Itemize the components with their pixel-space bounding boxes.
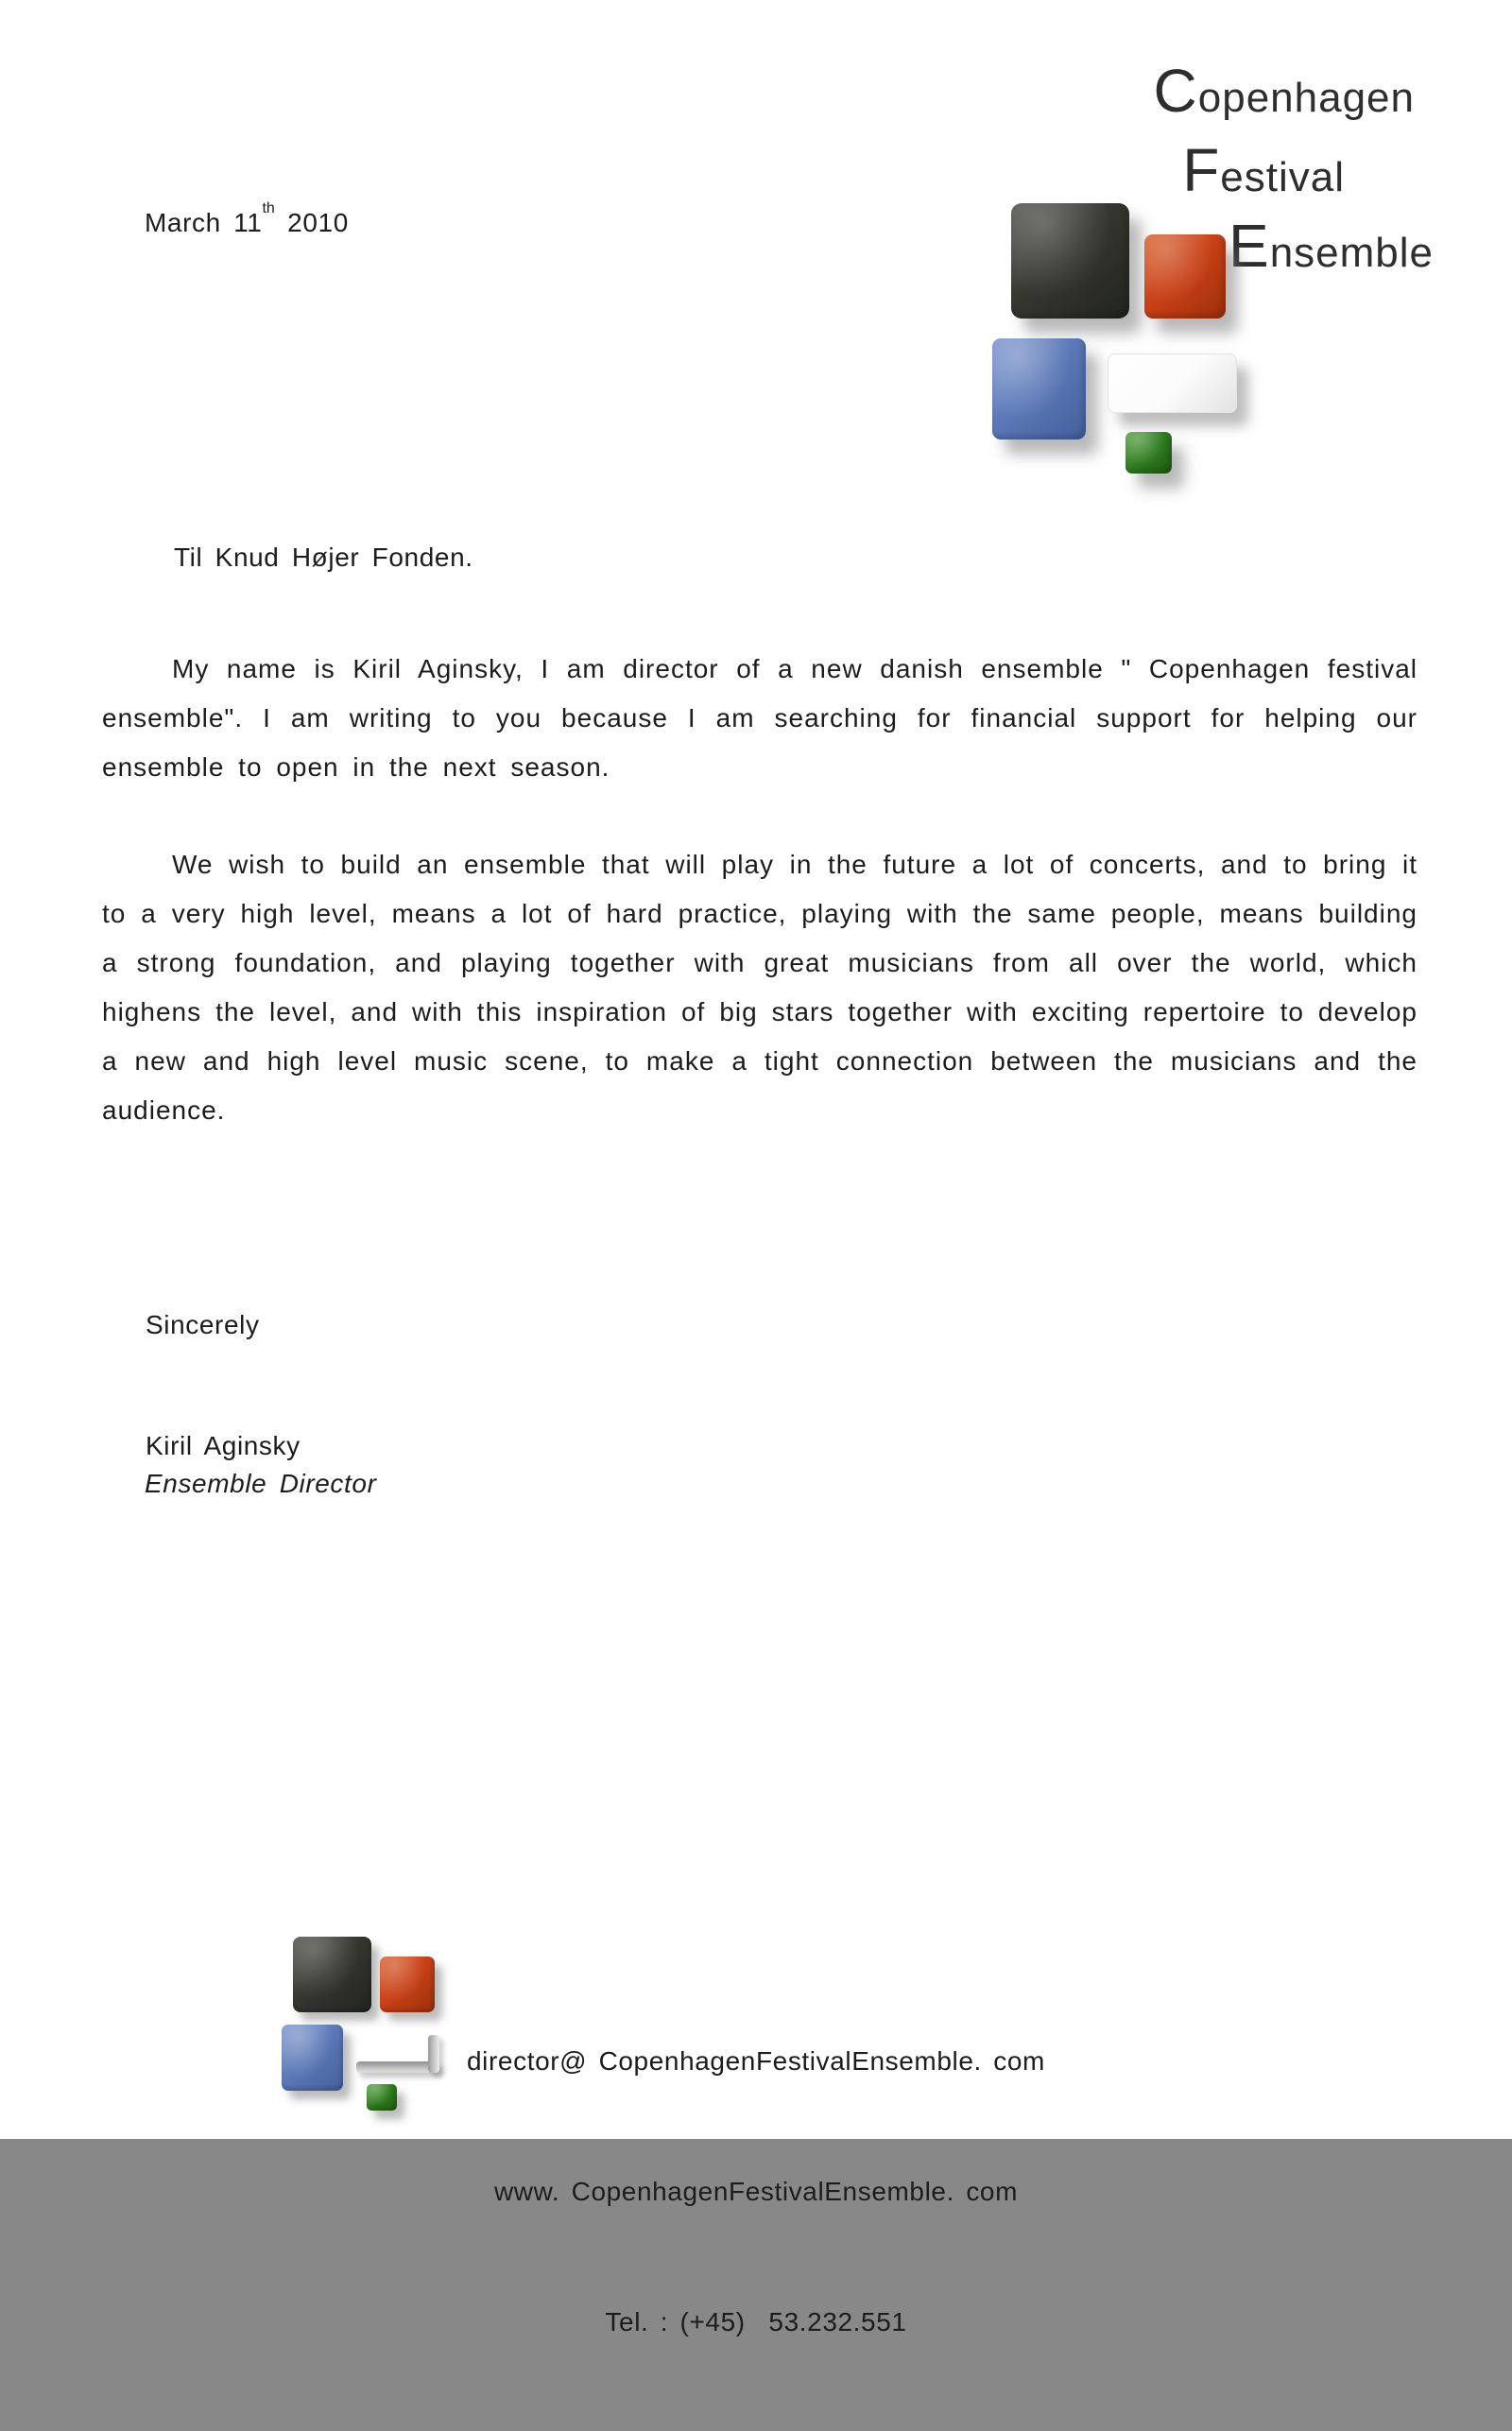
body-paragraph-2: We wish to build an ensemble that will play in the future a lot of concerts, and to bring it to a very high level, means a lot of hard practice, playing with the same people, means building a strong foundation, and playing together with great musicians from all over the world, which highens the level, and with this inspiration of big stars together with exciting repertoire to develop a new and high level music scene, to make a tight connection between the musicians and the audience. xyxy=(102,850,1418,1125)
brand-initial-e: E xyxy=(1228,212,1270,280)
date-ordinal-superscript: th xyxy=(262,199,275,216)
date-prefix: March 11 xyxy=(145,208,263,237)
brand-initial-c: C xyxy=(1153,57,1198,125)
brand-word-ensemble xyxy=(1228,212,1434,280)
body-paragraph-1: My name is Kiril Aginsky, I am director of a new danish ensemble " Copenhagen festival ensemble". I am writing to you because I am searching for financial support for helping our ensemble to open in the next season. xyxy=(102,654,1418,782)
brand-rest-ensemble: nsemble xyxy=(1269,230,1434,276)
letter-date xyxy=(145,199,349,238)
brand-word-copenhagen xyxy=(1153,57,1415,125)
footer-phone: Tel. : (+45) 53.232.551 xyxy=(605,2307,907,2336)
footer-contact-block xyxy=(0,1953,1512,2431)
brand-rest-festival: estival xyxy=(1220,154,1345,200)
footer-website: www. CopenhagenFestivalEnsemble. com xyxy=(493,2177,1019,2206)
logo-square-dark-icon xyxy=(1011,203,1129,319)
footer-email: director@ CopenhagenFestivalEnsemble. com xyxy=(467,2046,1045,2076)
logo-square-blue-icon xyxy=(992,338,1086,440)
salutation: Til Knud Højer Fonden. xyxy=(174,543,473,572)
signature-title: Ensemble Director xyxy=(145,1469,377,1498)
brand-rest-copenhagen: openhagen xyxy=(1197,75,1415,121)
logo-square-green-icon xyxy=(1125,432,1172,474)
logo-square-white-icon xyxy=(1108,353,1237,413)
date-suffix: 2010 xyxy=(274,208,349,237)
brand-initial-f: F xyxy=(1182,136,1221,204)
signature-name: Kiril Aginsky xyxy=(146,1431,301,1460)
logo-square-red-icon xyxy=(1144,234,1226,319)
brand-word-festival xyxy=(1182,136,1345,204)
closing: Sincerely xyxy=(146,1310,260,1339)
